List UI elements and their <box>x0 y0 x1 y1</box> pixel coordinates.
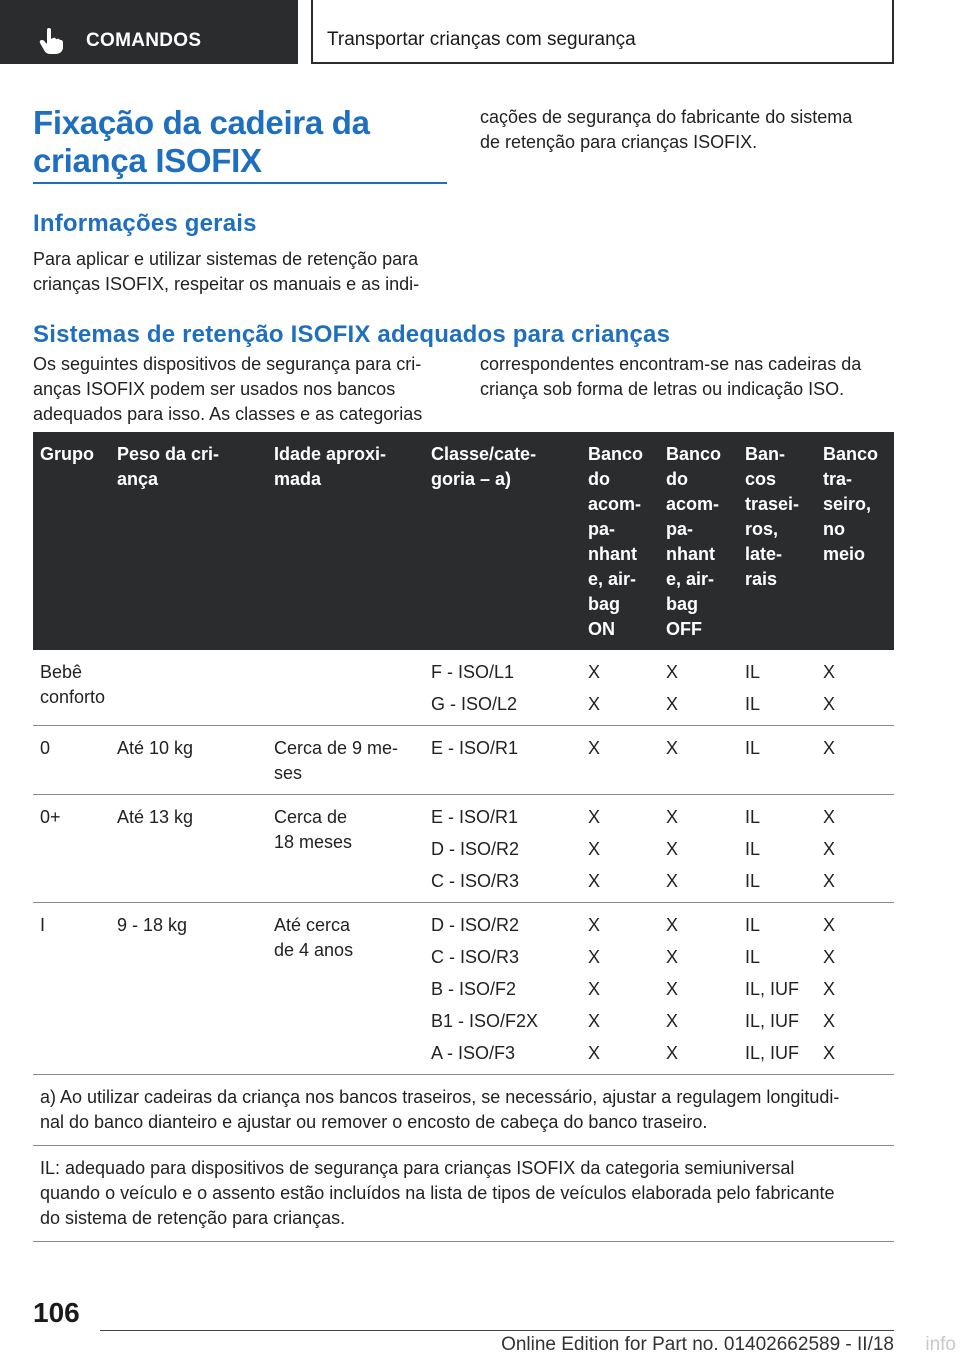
cell-front-on: X <box>588 979 601 999</box>
cell-rear-middle: X <box>823 1043 836 1063</box>
cell-rear-middle: X <box>823 947 836 967</box>
cell-class: F - ISO/L1 <box>431 662 515 682</box>
cell-front-off-column <box>659 795 738 903</box>
cell-class: D - ISO/R2 <box>431 839 520 859</box>
cell-age: Até cerca de 4 anos <box>267 903 424 1075</box>
cell-group: 0+ <box>33 795 110 903</box>
cell-front-on-column <box>581 650 659 726</box>
header-front-airbag-off: Banco do acom- pa- nhant e, air- bag OFF <box>659 432 738 650</box>
cell-class: B1 - ISO/F2X <box>431 1011 539 1031</box>
text-line: correspondentes encontram-se nas cadeiras da <box>480 354 862 374</box>
general-heading: Informações gerais <box>33 210 257 237</box>
cell-front-off: X <box>666 839 679 859</box>
cell-rear-side: IL <box>745 839 761 859</box>
cell-front-on: X <box>588 839 601 859</box>
cell-rear-side: IL <box>745 807 761 827</box>
cell-group: 0 <box>33 726 110 795</box>
cell-class: E - ISO/R1 <box>431 807 519 827</box>
cell-front-off: X <box>666 694 679 714</box>
cell-rear-middle-column <box>816 903 894 1075</box>
table-note: a) Ao utilizar cadeiras da criança nos bancos traseiros, se necessário, ajustar a regulagem longitudi- nal do banco dianteiro e ajustar ou remover o encosto de cabeça do banco traseiro. <box>33 1075 894 1146</box>
cell-weight: Até 10 kg <box>110 726 267 795</box>
header-grupo: Grupo <box>33 432 110 650</box>
cell-rear-middle: X <box>823 662 836 682</box>
chapter-tab <box>311 0 894 64</box>
cell-front-off: X <box>666 1043 679 1063</box>
cell-rear-side: IL <box>745 694 761 714</box>
cell-weight: Até 13 kg <box>110 795 267 903</box>
cell-rear-side: IL, IUF <box>745 979 800 999</box>
cell-class: D - ISO/R2 <box>431 915 520 935</box>
cell-rear-middle-column <box>816 650 894 726</box>
general-text-column-2 <box>480 105 894 155</box>
cell-age: Cerca de 9 me- ses <box>267 726 424 795</box>
cell-class: A - ISO/F3 <box>431 1043 516 1063</box>
cell-front-on: X <box>588 738 601 758</box>
systems-heading: Sistemas de retenção ISOFIX adequados para crianças <box>33 321 671 348</box>
header-peso: Peso da cri- ança <box>110 432 267 650</box>
cell-front-on: X <box>588 694 601 714</box>
section-label: COMANDOS <box>86 30 202 51</box>
cell-class-column <box>424 726 581 795</box>
table-note-row <box>33 1075 894 1146</box>
cell-rear-side-column <box>738 795 816 903</box>
cell-class: C - ISO/R3 <box>431 947 520 967</box>
text-line: cações de segurança do fabricante do sistema <box>480 107 853 127</box>
cell-front-off: X <box>666 979 679 999</box>
cell-front-on: X <box>588 947 601 967</box>
cell-rear-middle: X <box>823 839 836 859</box>
header-idade: Idade aproxi- mada <box>267 432 424 650</box>
cell-group: Bebê conforto <box>33 650 110 726</box>
cell-group: I <box>33 903 110 1075</box>
cell-rear-middle: X <box>823 807 836 827</box>
cell-class-column <box>424 795 581 903</box>
text-line: Os seguintes dispositivos de segurança para cri- <box>33 354 422 374</box>
cell-rear-side: IL <box>745 947 761 967</box>
edition-text: Online Edition for Part no. 01402662589 - II/18 <box>501 1334 894 1355</box>
cell-rear-middle: X <box>823 1011 836 1031</box>
cell-class: G - ISO/L2 <box>431 694 518 714</box>
table-note-row <box>33 1146 894 1242</box>
cell-rear-middle: X <box>823 915 836 935</box>
page-title <box>33 104 453 180</box>
text-line: anças ISOFIX podem ser usados nos bancos <box>33 379 396 399</box>
cell-front-off: X <box>666 947 679 967</box>
cell-weight: 9 - 18 kg <box>110 903 267 1075</box>
header-front-airbag-on: Banco do acom- pa- nhant e, air- bag ON <box>581 432 659 650</box>
cell-front-on: X <box>588 915 601 935</box>
header-classe: Classe/cate- goria – a) <box>424 432 581 650</box>
cell-age <box>267 650 424 726</box>
systems-text-column-1 <box>33 352 463 427</box>
cell-front-on-column <box>581 795 659 903</box>
cell-rear-middle: X <box>823 871 836 891</box>
cell-front-off: X <box>666 738 679 758</box>
text-line: crianças ISOFIX, respeitar os manuais e as indi- <box>33 274 420 294</box>
section-tab <box>0 0 298 64</box>
cell-rear-middle: X <box>823 979 836 999</box>
text-line: criança sob forma de letras ou indicação ISO. <box>480 379 845 399</box>
cell-class-column <box>424 650 581 726</box>
systems-text-column-2 <box>480 352 894 402</box>
cell-front-off: X <box>666 662 679 682</box>
cell-rear-side: IL <box>745 871 761 891</box>
cell-front-on: X <box>588 871 601 891</box>
cell-front-on: X <box>588 1011 601 1031</box>
cell-front-off-column <box>659 726 738 795</box>
cell-class: B - ISO/F2 <box>431 979 517 999</box>
text-line: de retenção para crianças ISOFIX. <box>480 132 758 152</box>
header-rear-middle: Banco tra- seiro, no meio <box>816 432 894 650</box>
page-number: 106 <box>33 1297 80 1328</box>
cell-rear-side-column <box>738 903 816 1075</box>
table-row <box>33 795 894 903</box>
chapter-title: Transportar crianças com segurança <box>327 29 636 50</box>
title-divider <box>33 182 447 184</box>
cell-rear-middle: X <box>823 694 836 714</box>
footer-divider <box>100 1330 894 1331</box>
cell-class-column <box>424 903 581 1075</box>
cell-rear-side-column <box>738 726 816 795</box>
cell-front-off: X <box>666 915 679 935</box>
table-row <box>33 726 894 795</box>
cell-front-on-column <box>581 726 659 795</box>
cell-rear-middle-column <box>816 795 894 903</box>
cell-rear-side: IL, IUF <box>745 1011 800 1031</box>
cell-age: Cerca de 18 meses <box>267 795 424 903</box>
cell-weight <box>110 650 267 726</box>
general-text-column-1 <box>33 247 453 297</box>
cell-front-off: X <box>666 807 679 827</box>
cell-class: C - ISO/R3 <box>431 871 520 891</box>
header-rear-side: Ban- cos trasei- ros, late- rais <box>738 432 816 650</box>
page-title-line-1: Fixação da cadeira da <box>33 104 370 141</box>
hand-pointer-icon <box>38 27 64 55</box>
table-row <box>33 650 894 726</box>
table-header-row <box>33 432 894 650</box>
table-note: IL: adequado para dispositivos de segurança para crianças ISOFIX da categoria semiuniversal quando o veículo e o assento estão incluídos na lista de tipos de veículos elaborada pelo fabricante do sistema de retenção para crianças. <box>33 1146 894 1242</box>
cell-front-off-column <box>659 903 738 1075</box>
cell-front-off: X <box>666 1011 679 1031</box>
isofix-table <box>33 432 894 1242</box>
cell-front-on: X <box>588 662 601 682</box>
cell-rear-side: IL <box>745 738 761 758</box>
page-title-line-2: criança ISOFIX <box>33 142 262 179</box>
cell-rear-side: IL <box>745 915 761 935</box>
cell-front-on: X <box>588 807 601 827</box>
cell-front-off: X <box>666 871 679 891</box>
cell-rear-middle-column <box>816 726 894 795</box>
cell-class: E - ISO/R1 <box>431 738 519 758</box>
cell-front-on: X <box>588 1043 601 1063</box>
watermark: info <box>925 1334 956 1355</box>
cell-rear-side: IL, IUF <box>745 1043 800 1063</box>
cell-front-on-column <box>581 903 659 1075</box>
table-row <box>33 903 894 1075</box>
cell-rear-side: IL <box>745 662 761 682</box>
cell-rear-side-column <box>738 650 816 726</box>
cell-front-off-column <box>659 650 738 726</box>
text-line: adequados para isso. As classes e as categorias <box>33 404 423 424</box>
cell-rear-middle: X <box>823 738 836 758</box>
text-line: Para aplicar e utilizar sistemas de retenção para <box>33 249 419 269</box>
